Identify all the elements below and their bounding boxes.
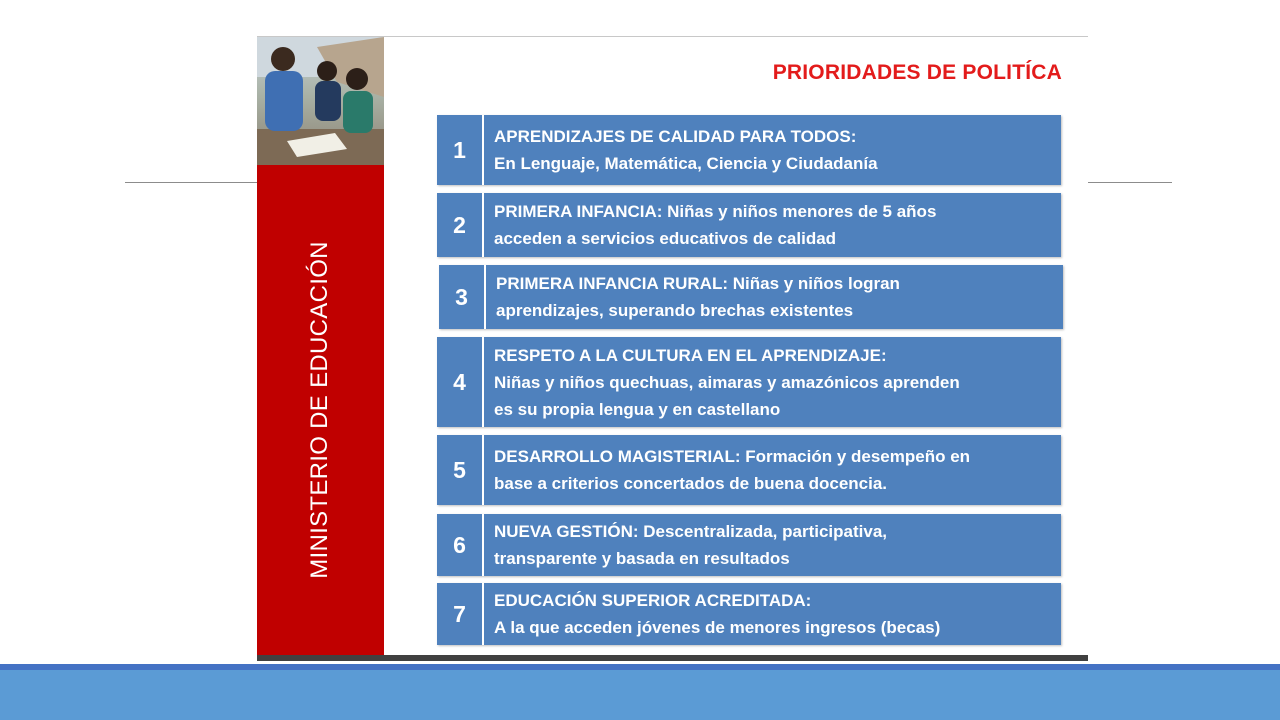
- priority-item: [437, 514, 1061, 576]
- priority-number: 6: [437, 514, 484, 576]
- footer-band: [0, 664, 1280, 720]
- priority-text: DESARROLLO MAGISTERIAL: Formación y desempeño en base a criterios concertados de buena docencia.: [494, 447, 971, 493]
- priority-number: 4: [437, 337, 484, 427]
- priority-number: 2: [437, 193, 484, 257]
- slide-title: PRIORIDADES DE POLITÍCA: [772, 61, 1062, 84]
- priority-item: [437, 435, 1061, 505]
- priority-text: APRENDIZAJES DE CALIDAD PARA TODOS: En Lenguaje, Matemática, Ciencia y Ciudadanía: [494, 127, 878, 173]
- teacher-with-children-photo: [257, 37, 384, 165]
- priority-text: PRIMERA INFANCIA RURAL: Niñas y niños logran aprendizajes, superando brechas existentes: [496, 274, 900, 320]
- priority-number: 7: [437, 583, 484, 645]
- divider-line-right: [1088, 182, 1172, 183]
- photo-illustration: [257, 37, 384, 165]
- priority-item: [437, 583, 1061, 645]
- sidebar-label: MINISTERIO DE EDUCACIÓN: [306, 241, 333, 579]
- priority-number: 1: [437, 115, 484, 185]
- priority-text: RESPETO A LA CULTURA EN EL APRENDIZAJE: Niñas y niños quechuas, aimaras y amazónicos aprenden es su propia lengua y en castellano: [494, 345, 960, 419]
- priority-item: [437, 193, 1061, 257]
- priority-text: PRIMERA INFANCIA: Niñas y niños menores de 5 años acceden a servicios educativos de calidad: [494, 202, 937, 248]
- priority-number: 3: [439, 265, 486, 329]
- ministry-sidebar: [257, 165, 384, 655]
- slide-bottom-bar: [257, 655, 1088, 661]
- priority-number: 5: [437, 435, 484, 505]
- priority-item: [437, 115, 1061, 185]
- priority-text: NUEVA GESTIÓN: Descentralizada, participativa, transparente y basada en resultados: [494, 522, 888, 568]
- priority-text: EDUCACIÓN SUPERIOR ACREDITADA: A la que acceden jóvenes de menores ingresos (becas): [494, 591, 941, 637]
- divider-line-left: [125, 182, 258, 183]
- priority-item: [439, 265, 1063, 329]
- slide-image: [257, 36, 1088, 662]
- priority-item: [437, 337, 1061, 427]
